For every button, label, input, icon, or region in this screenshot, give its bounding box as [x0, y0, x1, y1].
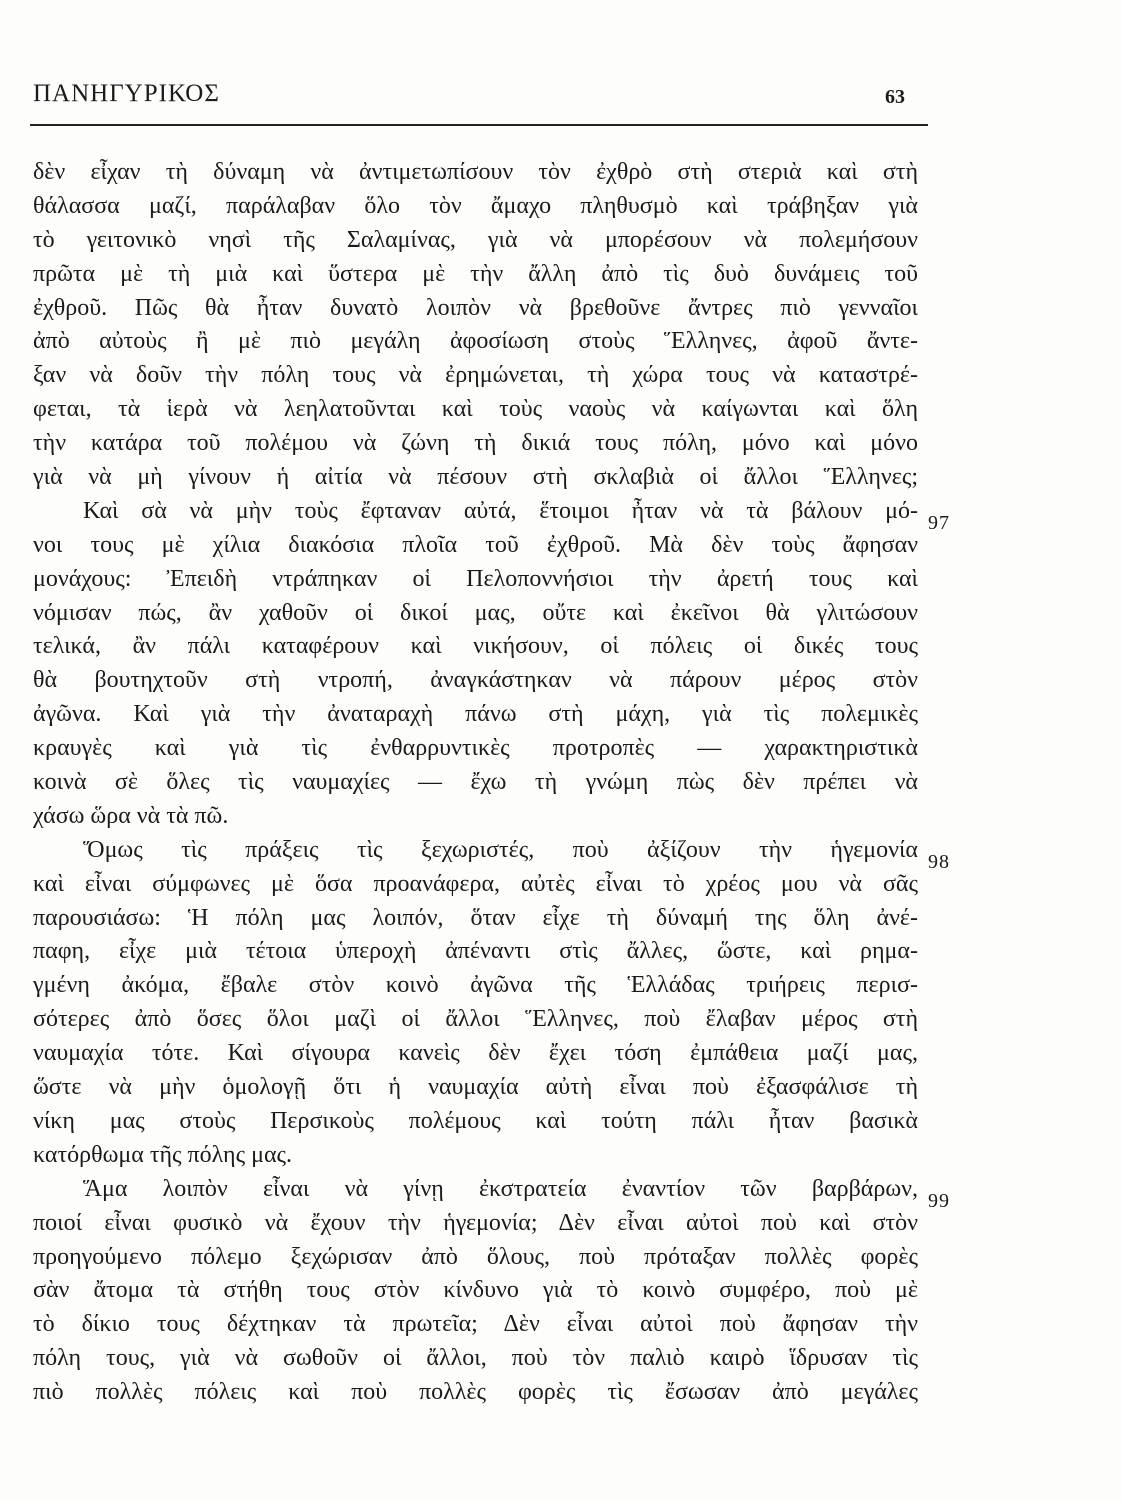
text-line: χάσω ὥρα νὰ τὰ πῶ.: [33, 802, 229, 829]
text-line: σὰν ἄτομα τὰ στήθη τους στὸν κίνδυνο γιὰ τὸ κοινὸ συμφέρο, ποὺ μὲ: [33, 1277, 918, 1304]
text-line: ἀπὸ αὐτοὺς ἢ μὲ πιὸ μεγάλη ἀφοσίωση στοὺς Ἕλληνες, ἀφοῦ ἄντε-: [33, 328, 918, 355]
text-line: γιὰ νὰ μὴ γίνουν ἡ αἰτία νὰ πέσουν στὴ σκλαβιὰ οἱ ἄλλοι Ἕλληνες;: [33, 464, 918, 491]
text-line: μονάχους: Ἐπειδὴ ντράπηκαν οἱ Πελοποννήσιοι τὴν ἀρετή τους καὶ: [33, 565, 918, 592]
text-line: παφη, εἶχε μιὰ τέτοια ὑπεροχὴ ἀπέναντι στὶς ἄλλες, ὥστε, καὶ ρημα-: [33, 938, 918, 965]
margin-section-number: 97: [928, 512, 950, 534]
text-line: Καὶ σὰ νὰ μὴν τοὺς ἔφταναν αὐτά, ἕτοιμοι ἦταν νὰ τὰ βάλουν μό-: [83, 497, 918, 524]
text-line: ἐχθροῦ. Πῶς θὰ ἦταν δυνατὸ λοιπὸν νὰ βρεθοῦνε ἄντρες πιὸ γενναῖοι: [33, 294, 918, 321]
text-line: πόλη τους, γιὰ νὰ σωθοῦν οἱ ἄλλοι, ποὺ τὸν παλιὸ καιρὸ ἵδρυσαν τὶς: [33, 1345, 918, 1372]
text-line: θάλασσα μαζί, παράλαβαν ὅλο τὸν ἄμαχο πληθυσμὸ καὶ τράβηξαν γιὰ: [33, 192, 918, 219]
text-line: ἀγῶνα. Καὶ γιὰ τὴν ἀναταραχὴ πάνω στὴ μάχη, γιὰ τὶς πολεμικὲς: [33, 701, 918, 728]
text-line: νίκη μας στοὺς Περσικοὺς πολέμους καὶ τούτη πάλι ἦταν βασικὰ: [33, 1107, 918, 1134]
text-line: φεται, τὰ ἱερὰ νὰ λεηλατοῦνται καὶ τοὺς ναοὺς νὰ καίγωνται καὶ ὅλη: [33, 396, 918, 423]
text-line: ναυμαχία τότε. Καὶ σίγουρα κανεὶς δὲν ἔχει τόση ἐμπάθεια μαζί μας,: [33, 1040, 918, 1067]
text-line: σότερες ἀπὸ ὅσες ὅλοι μαζὶ οἱ ἄλλοι Ἕλληνες, ποὺ ἔλαβαν μέρος στὴ: [33, 1006, 918, 1033]
text-line: ξαν νὰ δοῦν τὴν πόλη τους νὰ ἐρημώνεται, τὴ χώρα τους νὰ καταστρέ-: [33, 362, 918, 389]
text-line: παρουσιάσω: Ἡ πόλη μας λοιπόν, ὅταν εἶχε τὴ δύναμή της ὅλη ἀνέ-: [33, 904, 918, 931]
text-line: Ἅμα λοιπὸν εἶναι νὰ γίνῃ ἐκστρατεία ἐναντίον τῶν βαρβάρων,: [83, 1175, 918, 1202]
margin-section-number: 99: [928, 1190, 950, 1212]
text-line: ποιοί εἶναι φυσικὸ νὰ ἔχουν τὴν ἡγεμονία; Δὲν εἶναι αὐτοὶ ποὺ καὶ στὸν: [33, 1209, 918, 1236]
running-title: ΠΑΝΗΓΥΡΙΚΟΣ: [33, 80, 220, 107]
text-line: τὸ δίκιο τους δέχτηκαν τὰ πρωτεῖα; Δὲν εἶναι αὐτοὶ ποὺ ἄφησαν τὴν: [33, 1311, 918, 1338]
text-line: ὥστε νὰ μὴν ὁμολογῇ ὅτι ἡ ναυμαχία αὐτὴ εἶναι ποὺ ἐξασφάλισε τὴ: [33, 1074, 918, 1101]
margin-section-number: 98: [928, 851, 950, 873]
text-line: τελικά, ἂν πάλι καταφέρουν καὶ νικήσουν, οἱ πόλεις οἱ δικές τους: [33, 633, 918, 660]
text-line: κραυγὲς καὶ γιὰ τὶς ἐνθαρρυντικὲς προτροπὲς — χαρακτηριστικὰ: [33, 735, 918, 762]
text-line: καὶ εἶναι σύμφωνες μὲ ὅσα προανάφερα, αὐτὲς εἶναι τὸ χρέος μου νὰ σᾶς: [33, 870, 918, 897]
text-line: γμένη ἀκόμα, ἔβαλε στὸν κοινὸ ἀγῶνα τῆς Ἑλλάδας τριήρεις περισ-: [33, 972, 918, 999]
header-rule: [30, 124, 928, 126]
text-line: προηγούμενο πόλεμο ξεχώρισαν ἀπὸ ὅλους, ποὺ πρόταξαν πολλὲς φορὲς: [33, 1243, 918, 1270]
text-line: δὲν εἶχαν τὴ δύναμη νὰ ἀντιμετωπίσουν τὸν ἐχθρὸ στὴ στεριὰ καὶ στὴ: [33, 159, 918, 185]
text-line: θὰ βουτηχτοῦν στὴ ντροπή, ἀναγκάστηκαν νὰ πάρουν μέρος στὸν: [33, 667, 918, 694]
text-line: κατόρθωμα τῆς πόλης μας.: [33, 1141, 293, 1168]
text-line: νόμισαν πώς, ἂν χαθοῦν οἱ δικοί μας, οὔτε καὶ ἐκεῖνοι θὰ γλιτώσουν: [33, 599, 918, 626]
body-text: [33, 156, 918, 1410]
text-line: Ὅμως τὶς πράξεις τὶς ξεχωριστές, ποὺ ἀξίζουν τὴν ἡγεμονία: [83, 836, 918, 863]
text-line: πρῶτα μὲ τὴ μιὰ καὶ ὕστερα μὲ τὴν ἄλλη ἀπὸ τὶς δυὸ δυνάμεις τοῦ: [33, 260, 918, 287]
text-line: πιὸ πολλὲς πόλεις καὶ ποὺ πολλὲς φορὲς τὶς ἔσωσαν ἀπὸ μεγάλες: [33, 1379, 918, 1406]
text-line: νοι τους μὲ χίλια διακόσια πλοῖα τοῦ ἐχθροῦ. Μὰ δὲν τοὺς ἄφησαν: [33, 531, 918, 558]
text-line: τὴν κατάρα τοῦ πολέμου νὰ ζώνη τὴ δικιά τους πόλη, μόνο καὶ μόνο: [33, 430, 918, 457]
text-line: τὸ γειτονικὸ νησὶ τῆς Σαλαμίνας, γιὰ νὰ μπορέσουν νὰ πολεμήσουν: [33, 226, 918, 253]
text-line: κοινὰ σὲ ὅλες τὶς ναυμαχίες — ἔχω τὴ γνώμη πὼς δὲν πρέπει νὰ: [33, 769, 918, 796]
page-number: 63: [885, 86, 905, 108]
